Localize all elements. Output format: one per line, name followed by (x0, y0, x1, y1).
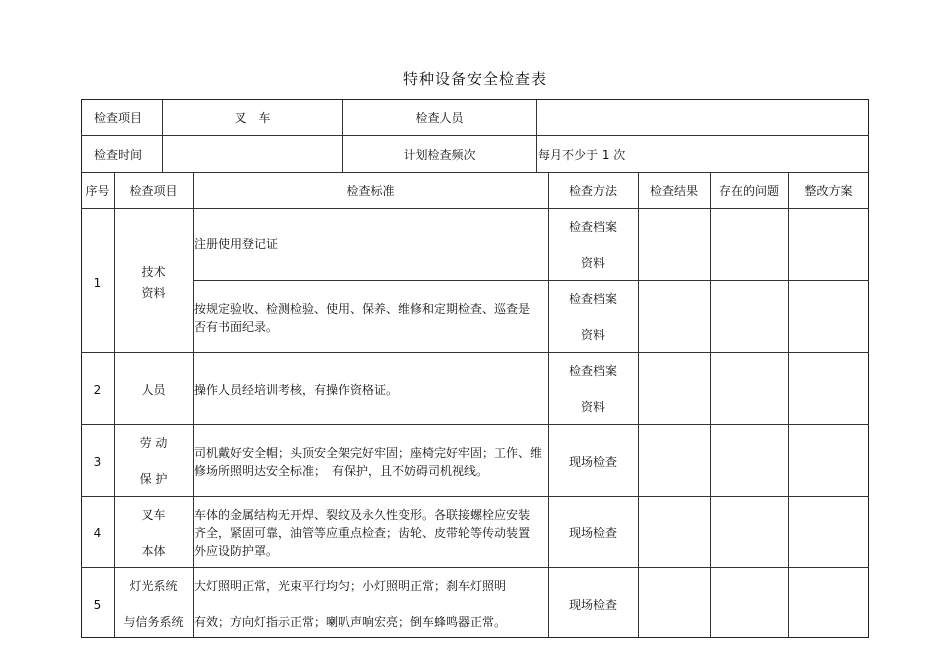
header-inspector-label: 检查人员 (415, 111, 464, 125)
row-5-item-line1: 灯光系统 (129, 579, 178, 593)
row-3-item-line1: 劳 动 (139, 436, 168, 450)
row-divider (81, 352, 869, 353)
header-freq-label: 计划检查频次 (403, 148, 476, 162)
row-4-standard: 车体的金属结构无开焊、裂纹及永久性变形。各联接螺栓应安装齐全，紧固可靠，油管等应重点检查；齿轮、皮带轮等传动装置外应设防护罩。 (194, 508, 531, 558)
row-3-no: 3 (93, 455, 102, 469)
row-2-item: 人员 (141, 383, 166, 397)
col-header-standard: 检查标准 (346, 184, 395, 198)
col-header-no: 序号 (85, 184, 110, 198)
row-5-standard-line2: 有效；方向灯指示正常；喇叭声响宏亮；倒车蜂鸣器正常。 (194, 615, 507, 629)
row-4-no: 4 (93, 526, 102, 540)
row-1b-standard: 按规定验收、检测检验、使用、保养、维修和定期检查、巡查是否有书面纪录。 (194, 302, 531, 334)
col-divider (788, 172, 789, 638)
row-5-item-line2: 与信务系统 (123, 615, 184, 629)
row-divider (81, 172, 869, 173)
header-item-value: 叉 车 (234, 111, 271, 125)
row-2-method-line1: 检查档案 (568, 364, 617, 378)
col-divider (114, 172, 115, 638)
col-header-result: 检查结果 (649, 184, 698, 198)
row-2-method-line2: 资料 (580, 400, 605, 414)
header-freq-value: 每月不少于 1 次 (538, 148, 626, 162)
row-3-item-line2: 保 护 (139, 472, 168, 486)
col-header-item: 检查项目 (129, 184, 178, 198)
row-1-item-line2: 资料 (141, 286, 166, 300)
row-5-method: 现场检查 (568, 598, 617, 612)
row-divider (81, 567, 869, 568)
col-divider (710, 172, 711, 638)
row-1a-method-line1: 检查档案 (568, 220, 617, 234)
row-2-standard: 操作人员经培训考核，有操作资格证。 (194, 383, 399, 397)
row-4-item-line1: 叉车 (141, 508, 166, 522)
col-divider (536, 99, 537, 172)
row-1b-method-line2: 资料 (580, 328, 605, 342)
row-2-no: 2 (93, 383, 102, 397)
row-4-method: 现场检查 (568, 526, 617, 540)
col-divider (638, 172, 639, 638)
header-time-label: 检查时间 (94, 148, 143, 162)
page-title: 特种设备安全检查表 (402, 70, 547, 88)
row-divider (81, 424, 869, 425)
row-5-no: 5 (93, 598, 102, 612)
row-1a-standard: 注册使用登记证 (194, 237, 279, 251)
row-1-no: 1 (93, 276, 102, 290)
col-header-plan: 整改方案 (804, 184, 853, 198)
row-1a-method-line2: 资料 (580, 256, 605, 270)
col-header-problem: 存在的问题 (718, 184, 779, 198)
row-3-standard: 司机戴好安全帽；头顶安全架完好牢固；座椅完好牢固；工作、维修场所照明达安全标准； 有保护，且不妨碍司机视线。 (194, 446, 543, 478)
row-divider (193, 280, 869, 281)
row-divider (81, 496, 869, 497)
row-divider (81, 135, 869, 136)
header-item-label: 检查项目 (94, 111, 143, 125)
row-1-item-line1: 技术 (141, 265, 166, 279)
col-header-method: 检查方法 (568, 184, 617, 198)
row-divider (81, 208, 869, 209)
row-3-method: 现场检查 (568, 455, 617, 469)
row-5-standard-line1: 大灯照明正常，光束平行均匀；小灯照明正常；刹车灯照明 (194, 579, 507, 593)
row-1b-method-line1: 检查档案 (568, 292, 617, 306)
row-4-item-line2: 本体 (141, 544, 166, 558)
